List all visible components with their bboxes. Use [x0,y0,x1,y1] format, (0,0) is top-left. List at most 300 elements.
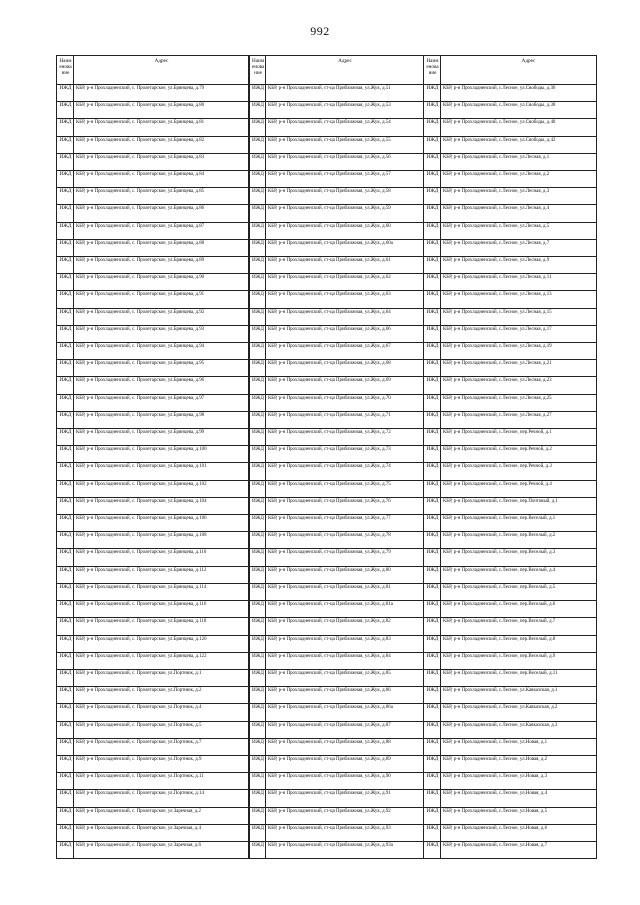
building-type-cell: ИЖД [424,790,441,806]
building-type-cell: ИЖД [249,567,266,583]
building-type-cell: ИЖД [249,584,266,600]
building-type-cell: ИЖД [424,618,441,634]
building-type-cell: ИЖД [57,842,74,858]
building-type-cell: ИЖД [249,429,266,445]
address-cell: КБР, р-н Прохладненский, с. Пролетарское, ул.Брянцева, д.92 [74,309,249,325]
row-group-3 [424,412,596,428]
row-group-2 [249,515,424,531]
row-group-1 [57,618,249,634]
address-cell: КБР, р-н Прохладненский, с.Лесное, ул.Новая, д.4 [443,791,548,797]
address-cell: КБР, р-н Прохладненский, с.Лесное, ул.Лесная, д.5 [443,223,550,229]
building-type-cell: ИЖД [424,395,441,411]
building-type-cell: ИЖД [424,85,441,101]
table-row [57,154,596,171]
row-group-1 [57,171,249,187]
building-type-cell: ИЖД [249,223,266,239]
building-type-cell: ИЖД [57,412,74,428]
address-cell: КБР, р-н Прохладненский, с.Лесное, ул.Новая, д.3 [443,774,548,780]
address-cell: КБР, р-н Прохладненский, ст-ца Приближная, ул.Жук, д.61 [266,257,424,273]
address-cell: КБР, р-н Прохладненский, ст-ца Приближная, ул.Жук, д.80 [266,567,424,583]
row-group-1 [57,704,249,720]
address-cell: КБР, р-н Прохладненский, с.Лесное, пер.Речной, д.3 [443,464,552,470]
building-type-cell: ИЖД [57,429,74,445]
building-type-cell: ИЖД [424,567,441,583]
address-cell: КБР, р-н Прохладненский, с.Лесное, ул.Свободы, д.38 [443,103,556,109]
address-cell: КБР, р-н Прохладненский, ст-ца Приближная, ул.Жук, д.67 [266,343,424,359]
address-cell: КБР, р-н Прохладненский, с.Лесное, пер.Почтовый, д.1 [443,498,558,504]
row-group-3 [424,739,596,755]
address-cell: КБР, р-н Прохладненский, ст-ца Приближная, ул.Жук, д.90 [266,773,424,789]
address-cell: КБР, р-н Прохладненский, ст-ца Приближная, ул.Жук, д.63 [266,291,424,307]
row-group-1 [57,446,249,462]
row-group-1 [57,223,249,239]
address-cell: КБР, р-н Прохладненский, с. Пролетарское, ул.Брянцева, д.84 [74,171,249,187]
address-cell: КБР, р-н Прохладненский, с. Пролетарское, ул.Портнюк, д.11 [74,773,249,789]
row-group-1 [57,291,249,307]
address-cell: КБР, р-н Прохладненский, ст-ца Приближная, ул.Жук, д.76 [266,498,424,514]
building-type-cell: ИЖД [424,102,441,118]
building-type-cell: ИЖД [249,808,266,824]
row-group-2 [249,360,424,376]
building-type-cell: ИЖД [57,463,74,479]
building-type-cell: ИЖД [424,808,441,824]
address-cell: КБР, р-н Прохладненский, с.Лесное, ул.Лесная, д.1 [443,154,550,160]
table-row [57,601,596,618]
address-cell: КБР, р-н Прохладненский, ст-ца Приближная, ул.Жук, д.89 [266,756,424,772]
address-cell: КБР, р-н Прохладненский, ст-ца Приближная, ул.Жук, д.53 [266,102,424,118]
address-cell: КБР, р-н Прохладненский, ст-ца Приближная, ул.Жук, д.66 [266,326,424,342]
building-type-cell: ИЖД [424,463,441,479]
building-type-cell: ИЖД [57,687,74,703]
table-row [57,636,596,653]
row-group-1 [57,601,249,617]
address-cell: КБР, р-н Прохладненский, с.Лесное, ул.Лесная, д.27 [443,412,552,418]
building-type-cell: ИЖД [424,412,441,428]
row-group-3 [424,722,596,738]
row-group-2 [249,722,424,738]
address-cell: КБР, р-н Прохладненский, с. Пролетарское, ул.Заречная, д.4 [74,825,249,841]
address-cell: КБР, р-н Прохладненский, с. Пролетарское, ул.Брянцева, д.94 [74,343,249,359]
row-group-3 [424,102,596,118]
building-type-cell: ИЖД [424,532,441,548]
address-cell: КБР, р-н Прохладненский, с. Пролетарское, ул.Заречная, д.2 [74,808,249,824]
building-type-cell: ИЖД [57,773,74,789]
row-group-1 [57,154,249,170]
building-type-cell: ИЖД [57,395,74,411]
table-row [57,395,596,412]
table-row [57,412,596,429]
address-cell: КБР, р-н Прохладненский, ст-ца Приближная, ул.Жук, д.72 [266,429,424,445]
address-cell: КБР, р-н Прохладненский, с.Лесное, пер.Речной, д.2 [443,447,552,453]
building-type-cell: ИЖД [57,808,74,824]
building-type-cell: ИЖД [249,205,266,221]
header-type: Наим енова ние [57,56,74,84]
address-cell: КБР, р-н Прохладненский, ст-ца Приближная, ул.Жук, д.73 [266,446,424,462]
table-row [57,205,596,222]
table-row [57,532,596,549]
row-group-2 [249,653,424,669]
row-group-1 [57,309,249,325]
table-row [57,790,596,807]
table-row [57,722,596,739]
table-header [57,56,596,85]
address-cell: КБР, р-н Прохладненский, ст-ца Приближная, ул.Жук, д.83 [266,636,424,652]
address-cell: КБР, р-н Прохладненский, с. Пролетарское, ул.Брянцева, д.81 [74,119,249,135]
table-row [57,653,596,670]
address-cell: КБР, р-н Прохладненский, ст-ца Приближная, ул.Жук, д.79 [266,549,424,565]
address-cell: КБР, р-н Прохладненский, ст-ца Приближная, ул.Жук, д.62 [266,274,424,290]
building-type-cell: ИЖД [249,481,266,497]
row-group-2 [249,636,424,652]
building-type-cell: ИЖД [57,223,74,239]
building-type-cell: ИЖД [249,412,266,428]
row-group-2 [249,412,424,428]
address-cell: КБР, р-н Прохладненский, с.Лесное, пер.Веселый, д.4 [443,567,556,573]
row-group-3 [424,532,596,548]
address-cell: КБР, р-н Прохладненский, с.Лесное, ул.Лесная, д.7 [443,240,550,246]
building-type-cell: ИЖД [424,584,441,600]
building-type-cell: ИЖД [57,549,74,565]
address-cell: КБР, р-н Прохладненский, с. Пролетарское, ул.Брянцева, д.89 [74,257,249,273]
table-row [57,137,596,154]
building-type-cell: ИЖД [57,567,74,583]
address-cell: КБР, р-н Прохладненский, ст-ца Приближная, ул.Жук, д.57 [266,171,424,187]
building-type-cell: ИЖД [249,739,266,755]
row-group-1 [57,429,249,445]
table-row [57,360,596,377]
table-row [57,515,596,532]
address-cell: КБР, р-н Прохладненский, с. Пролетарское, ул.Брянцева, д.97 [74,395,249,411]
building-type-cell: ИЖД [424,601,441,617]
row-group-1 [57,756,249,772]
header-address: Адрес [521,58,536,64]
building-type-cell: ИЖД [424,188,441,204]
building-type-cell: ИЖД [249,85,266,101]
row-group-1 [57,549,249,565]
row-group-1 [57,532,249,548]
building-type-cell: ИЖД [424,825,441,841]
address-cell: КБР, р-н Прохладненский, с.Лесное, ул.Свободы, д.42 [443,137,556,143]
address-cell: КБР, р-н Прохладненский, с.Лесное, пер.Веселый, д.1 [443,516,556,522]
building-type-cell: ИЖД [424,240,441,256]
address-cell: КБР, р-н Прохладненский, ст-ца Приближная, ул.Жук, д.81а [266,601,424,617]
header-group-1 [57,56,249,84]
table-row [57,704,596,721]
row-group-1 [57,842,249,858]
address-cell: КБР, р-н Прохладненский, с. Пролетарское, ул.Брянцева, д.87 [74,223,249,239]
row-group-2 [249,739,424,755]
row-group-1 [57,687,249,703]
row-group-3 [424,601,596,617]
address-cell: КБР, р-н Прохладненский, ст-ца Приближная, ул.Жук, д.51 [266,85,424,101]
address-cell: КБР, р-н Прохладненский, с.Лесное, ул.Лесная, д.3 [443,189,550,195]
building-type-cell: ИЖД [57,343,74,359]
building-type-cell: ИЖД [57,360,74,376]
address-cell: КБР, р-н Прохладненский, с.Лесное, пер.Веселый, д.8 [443,636,556,642]
address-cell: КБР, р-н Прохладненский, ст-ца Приближная, ул.Жук, д.87 [266,722,424,738]
table-row [57,618,596,635]
address-cell: КБР, р-н Прохладненский, с.Лесное, ул.Свободы, д.40 [443,120,556,126]
table-row [57,102,596,119]
table-row [57,223,596,240]
building-type-cell: ИЖД [57,618,74,634]
building-type-cell: ИЖД [57,240,74,256]
address-cell: КБР, р-н Прохладненский, с. Пролетарское, ул.Брянцева, д.101 [74,463,249,479]
building-type-cell: ИЖД [57,825,74,841]
row-group-1 [57,102,249,118]
row-group-3 [424,240,596,256]
building-type-cell: ИЖД [57,481,74,497]
building-type-cell: ИЖД [57,274,74,290]
row-group-1 [57,481,249,497]
row-group-2 [249,808,424,824]
building-type-cell: ИЖД [57,171,74,187]
building-type-cell: ИЖД [57,205,74,221]
row-group-3 [424,842,596,858]
address-cell: КБР, р-н Прохладненский, ст-ца Приближная, ул.Жук, д.75 [266,481,424,497]
row-group-3 [424,395,596,411]
address-cell: КБР, р-н Прохладненский, с. Пролетарское, ул.Брянцева, д.122 [74,653,249,669]
row-group-3 [424,670,596,686]
building-type-cell: ИЖД [249,119,266,135]
row-group-3 [424,119,596,135]
row-group-3 [424,360,596,376]
address-cell: КБР, р-н Прохладненский, с. Пролетарское, ул.Портнюк, д.7 [74,739,249,755]
row-group-3 [424,790,596,806]
building-type-cell: ИЖД [57,636,74,652]
table-row [57,240,596,257]
row-group-3 [424,154,596,170]
row-group-2 [249,567,424,583]
building-type-cell: ИЖД [424,360,441,376]
row-group-3 [424,515,596,531]
table-row [57,463,596,480]
building-type-cell: ИЖД [57,291,74,307]
address-cell: КБР, р-н Прохладненский, с. Пролетарское, ул.Брянцева, д.85 [74,188,249,204]
header-group-2 [249,56,424,84]
address-cell: КБР, р-н Прохладненский, с.Лесное, ул.Новая, д.5 [443,808,548,814]
header-type: Наим енова ние [249,56,266,84]
row-group-2 [249,257,424,273]
address-cell: КБР, р-н Прохладненский, с. Пролетарское, ул.Брянцева, д.120 [74,636,249,652]
address-cell: КБР, р-н Прохладненский, с.Лесное, пер.Веселый, д.5 [443,584,556,590]
address-cell: КБР, р-н Прохладненский, с. Пролетарское, ул.Брянцева, д.79 [74,85,249,101]
address-cell: КБР, р-н Прохладненский, ст-ца Приближная, ул.Жук, д.68 [266,360,424,376]
row-group-2 [249,687,424,703]
row-group-1 [57,790,249,806]
row-group-2 [249,309,424,325]
row-group-2 [249,137,424,153]
address-cell: КБР, р-н Прохладненский, ст-ца Приближная, ул.Жук, д.58 [266,188,424,204]
address-cell: КБР, р-н Прохладненский, с. Пролетарское, ул.Брянцева, д.118 [74,618,249,634]
building-type-cell: ИЖД [57,722,74,738]
address-cell: КБР, р-н Прохладненский, с.Лесное, ул.Лесная, д.13 [443,292,552,298]
building-type-cell: ИЖД [424,137,441,153]
row-group-1 [57,463,249,479]
row-group-2 [249,446,424,462]
address-cell: КБР, р-н Прохладненский, с. Пролетарское, ул.Портнюк, д.4 [74,704,249,720]
row-group-2 [249,549,424,565]
address-cell: КБР, р-н Прохладненский, ст-ца Приближная, ул.Жук, д.74 [266,463,424,479]
address-cell: КБР, р-н Прохладненский, ст-ца Приближная, ул.Жук, д.84 [266,653,424,669]
building-type-cell: ИЖД [57,119,74,135]
row-group-1 [57,326,249,342]
row-group-1 [57,85,249,101]
table-row [57,326,596,343]
row-group-2 [249,188,424,204]
address-cell: КБР, р-н Прохладненский, с. Пролетарское, ул.Брянцева, д.102 [74,481,249,497]
building-type-cell: ИЖД [249,343,266,359]
building-type-cell: ИЖД [424,756,441,772]
row-group-3 [424,377,596,393]
address-table [56,55,597,859]
table-row [57,343,596,360]
building-type-cell: ИЖД [424,309,441,325]
address-cell: КБР, р-н Прохладненский, с. Пролетарское, ул.Брянцева, д.93 [74,326,249,342]
address-cell: КБР, р-н Прохладненский, с.Лесное, пер.Веселый, д.6 [443,602,556,608]
address-cell: КБР, р-н Прохладненский, с.Лесное, пер.Веселый, д.3 [443,550,556,556]
row-group-2 [249,205,424,221]
building-type-cell: ИЖД [249,636,266,652]
building-type-cell: ИЖД [424,119,441,135]
address-cell: КБР, р-н Прохладненский, ст-ца Приближная, ул.Жук, д.86 [266,687,424,703]
row-group-3 [424,549,596,565]
building-type-cell: ИЖД [424,722,441,738]
row-group-2 [249,223,424,239]
address-cell: КБР, р-н Прохладненский, с.Лесное, ул.Новая, д.1 [443,739,548,745]
row-group-1 [57,377,249,393]
row-group-1 [57,240,249,256]
address-cell: КБР, р-н Прохладненский, с. Пролетарское, ул.Брянцева, д.86 [74,205,249,221]
address-cell: КБР, р-н Прохладненский, с. Пролетарское, ул.Портнюк, д.14 [74,790,249,806]
address-cell: КБР, р-н Прохладненский, с.Лесное, ул.Кавказская, д.2 [443,705,558,711]
row-group-2 [249,291,424,307]
building-type-cell: ИЖД [249,687,266,703]
row-group-1 [57,825,249,841]
table-row [57,446,596,463]
table-row [57,739,596,756]
address-cell: КБР, р-н Прохладненский, с. Пролетарское, ул.Брянцева, д.95 [74,360,249,376]
address-cell: КБР, р-н Прохладненский, с.Лесное, пер.Речной, д.4 [443,481,552,487]
row-group-3 [424,498,596,514]
address-cell: КБР, р-н Прохладненский, с.Лесное, ул.Лесная, д.11 [443,275,552,281]
building-type-cell: ИЖД [57,670,74,686]
row-group-2 [249,85,424,101]
building-type-cell: ИЖД [57,756,74,772]
building-type-cell: ИЖД [57,515,74,531]
building-type-cell: ИЖД [249,240,266,256]
row-group-3 [424,618,596,634]
building-type-cell: ИЖД [424,223,441,239]
header-address: Адрес [74,56,249,84]
building-type-cell: ИЖД [249,171,266,187]
address-cell: КБР, р-н Прохладненский, ст-ца Приближная, ул.Жук, д.54 [266,119,424,135]
address-cell: КБР, р-н Прохладненский, ст-ца Приближная, ул.Жук, д.64 [266,309,424,325]
building-type-cell: ИЖД [424,687,441,703]
row-group-1 [57,773,249,789]
address-cell: КБР, р-н Прохладненский, ст-ца Приближная, ул.Жук, д.70 [266,395,424,411]
row-group-2 [249,704,424,720]
building-type-cell: ИЖД [249,756,266,772]
row-group-2 [249,618,424,634]
building-type-cell: ИЖД [249,309,266,325]
address-cell: КБР, р-н Прохладненский, с.Лесное, ул.Лесная, д.23 [443,378,552,384]
building-type-cell: ИЖД [57,377,74,393]
building-type-cell: ИЖД [57,601,74,617]
address-cell: КБР, р-н Прохладненский, ст-ца Приближная, ул.Жук, д.88 [266,739,424,755]
table-row [57,808,596,825]
building-type-cell: ИЖД [424,842,441,858]
row-group-1 [57,567,249,583]
address-cell: КБР, р-н Прохладненский, с. Пролетарское, ул.Брянцева, д.108 [74,532,249,548]
row-group-2 [249,119,424,135]
building-type-cell: ИЖД [249,498,266,514]
row-group-3 [424,825,596,841]
address-cell: КБР, р-н Прохладненский, с.Лесное, ул.Лесная, д.21 [443,361,552,367]
address-cell: КБР, р-н Прохладненский, ст-ца Приближная, ул.Жук, д.93а [266,842,424,858]
row-group-1 [57,360,249,376]
building-type-cell: ИЖД [249,395,266,411]
address-cell: КБР, р-н Прохладненский, с.Лесное, ул.Новая, д.2 [443,756,548,762]
building-type-cell: ИЖД [249,790,266,806]
row-group-3 [424,687,596,703]
address-cell: КБР, р-н Прохладненский, с.Лесное, ул.Лесная, д.9 [443,258,550,264]
table-row [57,377,596,394]
header-address: Адрес [266,56,424,84]
row-group-3 [424,704,596,720]
row-group-2 [249,171,424,187]
building-type-cell: ИЖД [249,842,266,858]
address-cell: КБР, р-н Прохладненский, с. Пролетарское, ул.Брянцева, д.83 [74,154,249,170]
building-type-cell: ИЖД [249,722,266,738]
address-cell: КБР, р-н Прохладненский, с. Пролетарское, ул.Брянцева, д.90 [74,274,249,290]
address-cell: КБР, р-н Прохладненский, с.Лесное, пер.Веселый, д.7 [443,619,556,625]
address-cell: КБР, р-н Прохладненский, ст-ца Приближная, ул.Жук, д.59 [266,205,424,221]
address-cell: КБР, р-н Прохладненский, ст-ца Приближная, ул.Жук, д.93 [266,825,424,841]
address-cell: КБР, р-н Прохладненский, с. Пролетарское, ул.Брянцева, д.88 [74,240,249,256]
building-type-cell: ИЖД [57,532,74,548]
row-group-1 [57,515,249,531]
table-row [57,188,596,205]
row-group-1 [57,257,249,273]
row-group-2 [249,670,424,686]
header-type: Наим енова ние [424,56,441,84]
building-type-cell: ИЖД [249,653,266,669]
address-cell: КБР, р-н Прохладненский, с.Лесное, ул.Кавказская, д.3 [443,722,558,728]
address-cell: КБР, р-н Прохладненский, с. Пролетарское, ул.Брянцева, д.100 [74,446,249,462]
table-row [57,549,596,566]
building-type-cell: ИЖД [424,498,441,514]
row-group-1 [57,137,249,153]
row-group-3 [424,85,596,101]
building-type-cell: ИЖД [424,515,441,531]
row-group-2 [249,584,424,600]
building-type-cell: ИЖД [424,171,441,187]
row-group-2 [249,343,424,359]
building-type-cell: ИЖД [424,291,441,307]
row-group-1 [57,498,249,514]
building-type-cell: ИЖД [424,377,441,393]
building-type-cell: ИЖД [424,481,441,497]
building-type-cell: ИЖД [424,446,441,462]
row-group-3 [424,188,596,204]
row-group-2 [249,601,424,617]
address-cell: КБР, р-н Прохладненский, ст-ца Приближная, ул.Жук, д.55 [266,137,424,153]
building-type-cell: ИЖД [424,154,441,170]
building-type-cell: ИЖД [57,309,74,325]
address-cell: КБР, р-н Прохладненский, с. Пролетарское, ул.Брянцева, д.116 [74,601,249,617]
building-type-cell: ИЖД [249,515,266,531]
